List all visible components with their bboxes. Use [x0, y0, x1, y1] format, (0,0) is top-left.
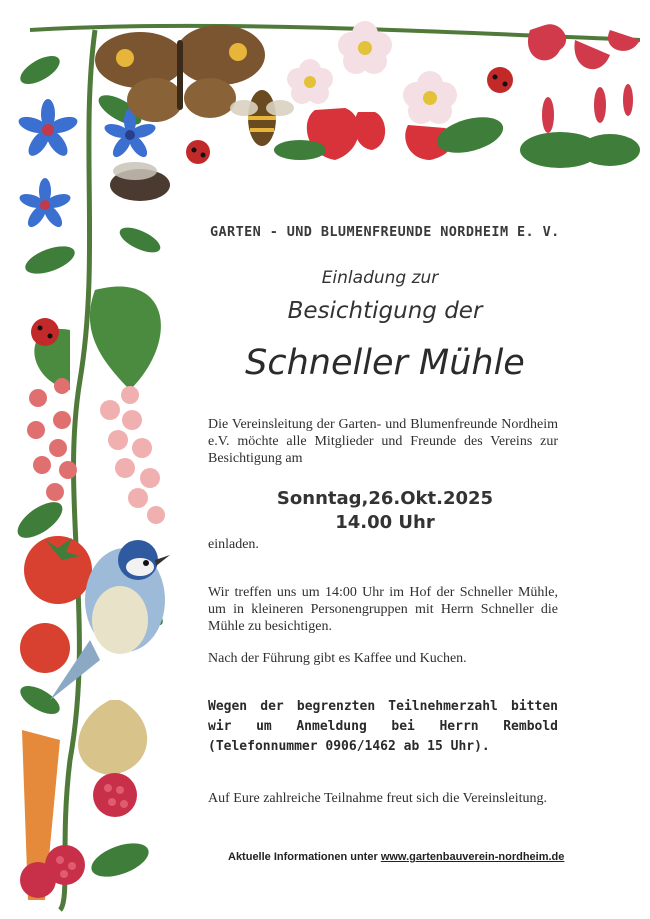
footer-info	[228, 851, 568, 863]
refreshments-paragraph: Nach der Führung gibt es Kaffee und Kuchen.	[208, 651, 467, 666]
closing-paragraph: Auf Eure zahlreiche Teilnahme freut sich die Vereinsleitung.	[208, 791, 548, 806]
club-name: GARTEN - UND BLUMENFREUNDE NORDHEIM E. V.	[210, 224, 560, 240]
einladen-text: einladen.	[208, 537, 259, 552]
event-time: 14.00 Uhr	[335, 512, 435, 533]
footer-prefix: Aktuelle Informationen unter	[228, 851, 378, 863]
meeting-paragraph: Wir treffen uns um 14:00 Uhr im Hof der Schneller Mühle, um in kleineren Personengruppen mit Herrn Schneller die Mühle zu besichtigen.	[208, 585, 558, 634]
event-line: Besichtigung der	[287, 298, 483, 324]
event-date-time	[210, 487, 560, 535]
registration-notice: Wegen der begrenzten Teilnehmerzahl bitten wir um Anmeldung bei Herrn Rembold (Telefonnummer 0906/1462 ab 15 Uhr).	[208, 699, 558, 754]
website-link[interactable]: www.gartenbauverein-nordheim.de	[380, 851, 565, 863]
mill-name-title: Schneller Mühle	[245, 343, 525, 383]
intro-paragraph: Die Vereinsleitung der Garten- und Blumenfreunde Nordheim e.V. möchte alle Mitglieder und Freunde des Vereins zur Besichtigung am	[208, 417, 558, 466]
invitation-line: Einladung zur	[321, 268, 439, 288]
event-date: Sonntag,26.Okt.2025	[276, 488, 494, 509]
